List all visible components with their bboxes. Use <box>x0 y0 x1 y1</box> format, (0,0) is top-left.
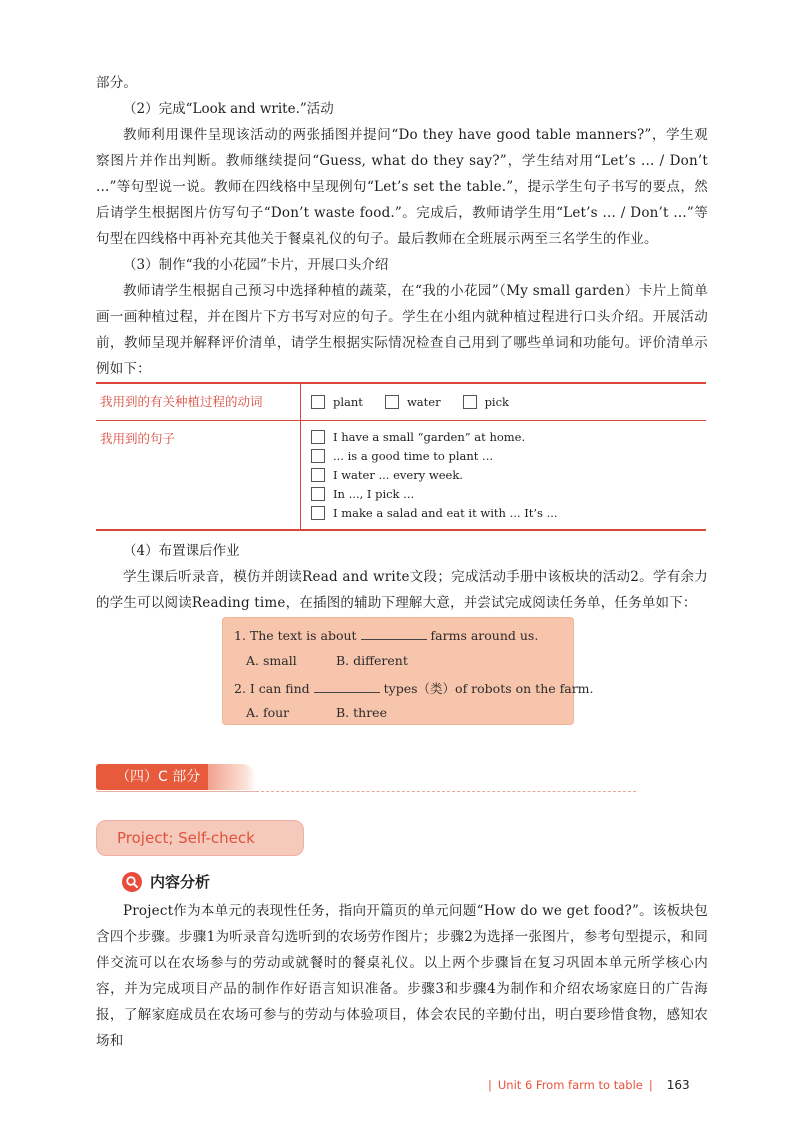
page-number: 163 <box>666 1078 690 1092</box>
footer-separator: | <box>488 1078 492 1092</box>
checkbox[interactable] <box>311 468 325 482</box>
section-banner <box>96 762 256 792</box>
project-title: Project; Self-check <box>117 829 255 847</box>
step3-body: 教师请学生根据自己预习中选择种植的蔬菜，在“我的小花园”（My small garden）卡片上简单画一画种植过程，并在图片下方书写对应的句子。学生在小组内就种植过程进行口头介绍。开展活动前，教师呈现并解释评价清单，请学生根据实际情况检查自己用到了哪些单词和功能句。评价清单示例如下： <box>96 283 708 377</box>
step4-heading: （4）布置课后作业 <box>123 543 240 559</box>
checkbox[interactable] <box>311 506 325 520</box>
q1-option-b: B. different <box>336 653 408 668</box>
eval-row-sentences <box>96 420 706 529</box>
q2-option-a: A. four <box>246 705 290 720</box>
analysis-title: 内容分析 <box>150 873 211 891</box>
sentence-item: In ..., I pick ... <box>311 484 706 503</box>
section-banner-title: （四）C 部分 <box>116 769 201 785</box>
task-q1: 1. The text is about farms around us. <box>234 628 539 643</box>
step2-heading: （2）完成“Look and write.”活动 <box>123 101 334 117</box>
banner-divider <box>96 791 256 792</box>
sentence-item: I water ... every week. <box>311 465 706 484</box>
answer-blank[interactable] <box>361 627 427 640</box>
checkbox[interactable] <box>311 487 325 501</box>
eval-label-verbs: 我用到的有关种植过程的动词 <box>96 384 301 420</box>
footer-unit-title: Unit 6 From farm to table <box>497 1078 643 1092</box>
step3-heading: （3）制作“我的小花园”卡片，开展口头介绍 <box>123 257 389 273</box>
project-title-pill <box>96 820 304 856</box>
reading-task-card <box>222 617 594 725</box>
checkbox[interactable] <box>311 430 325 444</box>
eval-row-verbs <box>96 384 706 420</box>
page-footer <box>488 1078 748 1092</box>
magnifier-icon <box>122 872 142 892</box>
verb-item-pick: pick <box>463 395 509 409</box>
eval-label-sentences: 我用到的句子 <box>96 421 301 529</box>
checkbox[interactable] <box>463 395 477 409</box>
analysis-heading <box>122 871 210 892</box>
q1-option-a: A. small <box>246 653 297 668</box>
sentence-item: I have a small “garden” at home. <box>311 427 706 446</box>
intro-fragment: 部分。 <box>96 75 138 91</box>
step2-body: 教师利用课件呈现该活动的两张插图并提问“Do they have good table manners?”，学生观察图片并作出判断。教师继续提问“Guess, what do they say?”，学生结对用“Let’s ... / Don’t ...”等句型说一说。教师在四线格中呈现例句“Let’s set the table.”，提示学生句子书写的要点，然后请学生根据图片仿写句子“Don’t waste food.”。完成后，教师请学生用“Let’s ... / Don’t ...”等句型在四线格中再补充其他关于餐桌礼仪的句子。最后教师在全班展示两至三名学生的作业。 <box>96 127 708 247</box>
eval-verb-items <box>301 384 706 420</box>
checkbox[interactable] <box>311 449 325 463</box>
verb-item-water: water <box>385 395 441 409</box>
q2-option-b: B. three <box>336 705 387 720</box>
evaluation-checklist-table <box>96 382 706 531</box>
checkbox[interactable] <box>311 395 325 409</box>
sentence-item: ... is a good time to plant ... <box>311 446 706 465</box>
analysis-body: Project作为本单元的表现性任务，指向开篇页的单元问题“How do we get food?”。该板块包含四个步骤。步骤1为听录音勾选听到的农场劳作图片；步骤2为选择一张图片，参考句型提示，和同伴交流可以在农场参与的劳动或就餐时的餐桌礼仪。以上两个步骤旨在复习巩固本单元所学核心内容，并为完成项目产品的制作作好语言知识准备。步骤3和步骤4为制作和介绍农场家庭日的广告海报，了解家庭成员在农场可参与的劳动与体验项目，体会农民的辛勤付出，明白要珍惜食物，感知农场和 <box>96 903 708 1049</box>
step4-body: 学生课后听录音，模仿并朗读Read and write文段；完成活动手册中该板块的活动2。学有余力的学生可以阅读Reading time，在插图的辅助下理解大意，并尝试完成阅读任务单，任务单如下： <box>96 569 708 611</box>
task-q2: 2. I can find types（类）of robots on the farm. <box>234 681 594 696</box>
eval-sentence-items <box>301 421 706 529</box>
checkbox[interactable] <box>385 395 399 409</box>
footer-separator: | <box>648 1078 653 1092</box>
answer-blank[interactable] <box>314 680 380 693</box>
dashed-divider <box>256 791 636 792</box>
verb-item-plant: plant <box>311 395 363 409</box>
sentence-item: I make a salad and eat it with ... It’s ... <box>311 503 706 522</box>
